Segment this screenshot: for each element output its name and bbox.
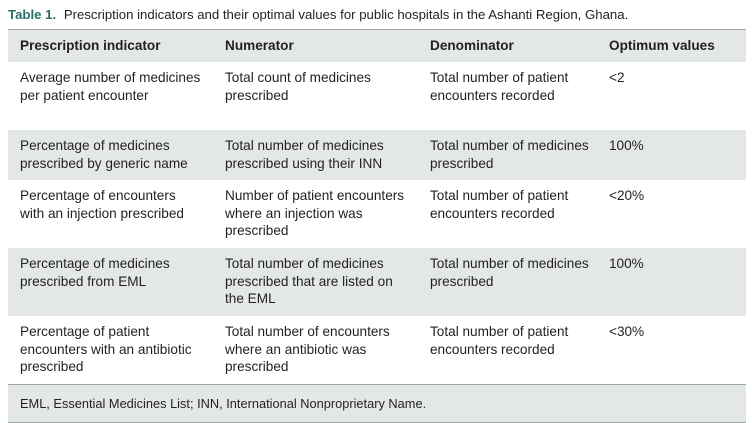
cell-denominator: Total number of medicines prescribed bbox=[418, 248, 601, 316]
cell-indicator: Average number of medicines per patient encounter bbox=[8, 62, 213, 130]
cell-denominator: Total number of patient encounters recorded bbox=[418, 180, 601, 248]
cell-optimum: <2 bbox=[601, 62, 746, 130]
cell-optimum: 100% bbox=[601, 248, 746, 316]
cell-indicator: Percentage of patient encounters with an antibiotic prescribed bbox=[8, 316, 213, 385]
table-caption bbox=[8, 0, 746, 29]
prescription-indicators-table bbox=[8, 29, 746, 423]
table-footer bbox=[8, 385, 746, 423]
header-denominator: Denominator bbox=[418, 30, 601, 63]
header-prescription-indicator: Prescription indicator bbox=[8, 30, 213, 63]
cell-denominator: Total number of medicines prescribed bbox=[418, 130, 601, 180]
table-row bbox=[8, 316, 746, 385]
cell-denominator: Total number of patient encounters recorded bbox=[418, 62, 601, 130]
table-caption-label: Table 1. bbox=[8, 7, 57, 22]
table-body bbox=[8, 62, 746, 385]
table-row bbox=[8, 130, 746, 180]
header-optimum-values: Optimum values bbox=[601, 30, 746, 63]
footnote-row bbox=[8, 385, 746, 423]
cell-numerator: Number of patient encounters where an injection was prescribed bbox=[213, 180, 418, 248]
cell-indicator: Percentage of medicines prescribed from EML bbox=[8, 248, 213, 316]
table-row bbox=[8, 62, 746, 130]
cell-optimum: <30% bbox=[601, 316, 746, 385]
table-row bbox=[8, 248, 746, 316]
table-header bbox=[8, 30, 746, 63]
table-caption-text: Prescription indicators and their optimal values for public hospitals in the Ashanti Region, Ghana. bbox=[63, 7, 629, 22]
cell-numerator: Total number of medicines prescribed that are listed on the EML bbox=[213, 248, 418, 316]
cell-numerator: Total number of encounters where an antibiotic was prescribed bbox=[213, 316, 418, 385]
table-row bbox=[8, 180, 746, 248]
header-row bbox=[8, 30, 746, 63]
cell-optimum: 100% bbox=[601, 130, 746, 180]
cell-indicator: Percentage of encounters with an injection prescribed bbox=[8, 180, 213, 248]
cell-numerator: Total count of medicines prescribed bbox=[213, 62, 418, 130]
table-footnote: EML, Essential Medicines List; INN, International Nonproprietary Name. bbox=[8, 385, 746, 423]
header-numerator: Numerator bbox=[213, 30, 418, 63]
cell-denominator: Total number of patient encounters recorded bbox=[418, 316, 601, 385]
cell-optimum: <20% bbox=[601, 180, 746, 248]
cell-numerator: Total number of medicines prescribed using their INN bbox=[213, 130, 418, 180]
cell-indicator: Percentage of medicines prescribed by generic name bbox=[8, 130, 213, 180]
